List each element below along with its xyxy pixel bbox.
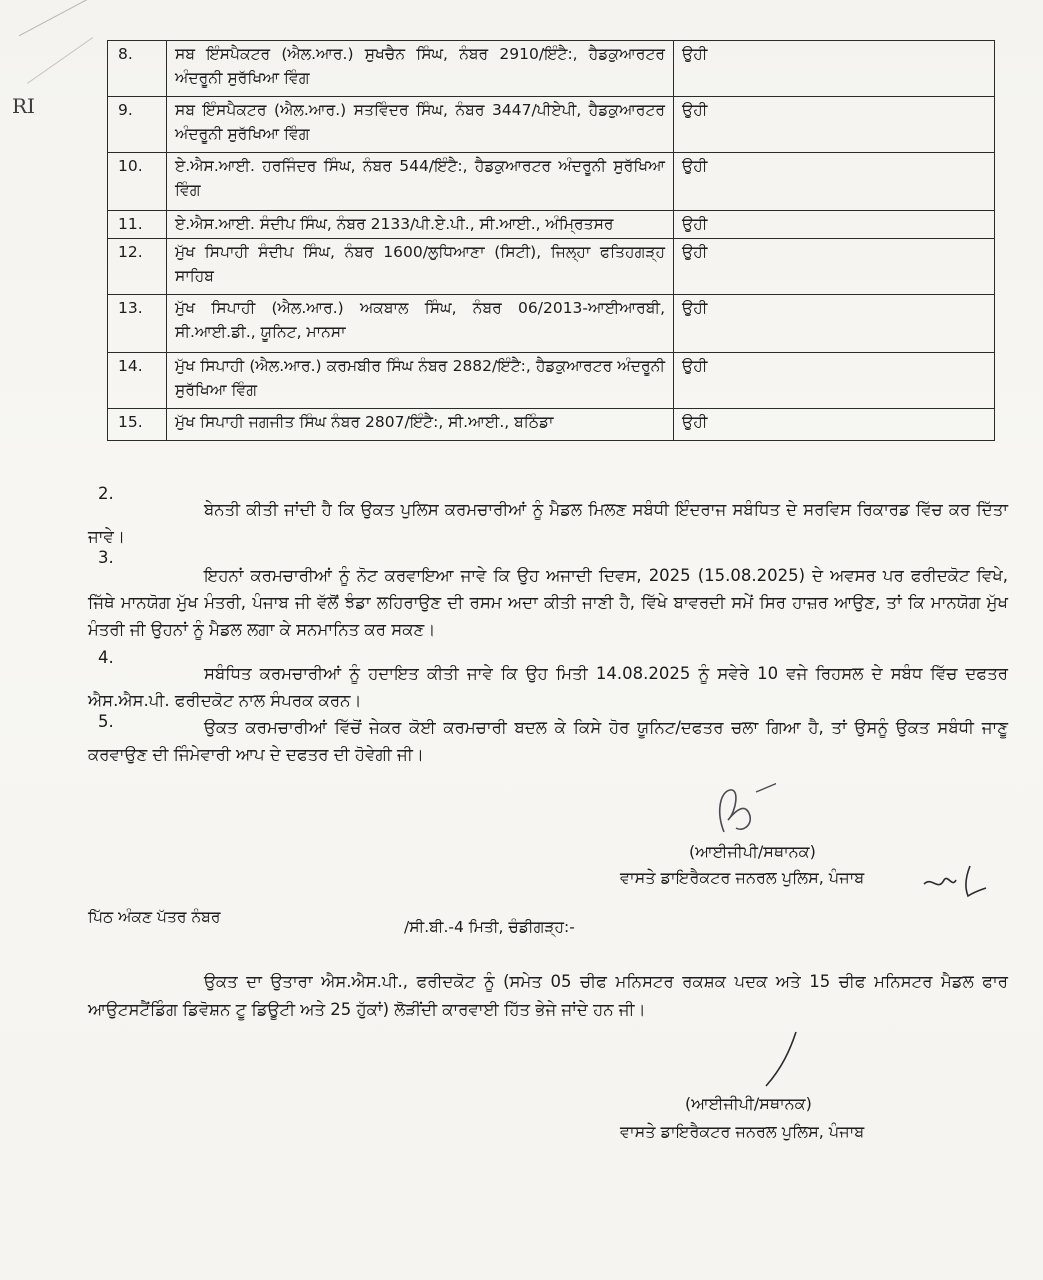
paragraph-number: 3. <box>98 548 114 567</box>
row-status: ਉਹੀ <box>674 409 995 441</box>
endorsement-label: ਪਿੱਠ ਅੰਕਣ ਪੱਤਰ ਨੰਬਰ <box>88 908 221 926</box>
endorsement-text: ਉਕਤ ਦਾ ਉਤਾਰਾ ਐਸ.ਐਸ.ਪੀ., ਫਰੀਦਕੋਟ ਨੂੰ (ਸਮੇਤ 05 ਚੀਫ ਮਨਿਸਟਰ ਰਕਸ਼ਕ ਪਦਕ ਅਤੇ 15 ਚੀਫ ਮਨਿਸਟਰ ਮੈਡਲ ਫਾਰ ਆਉਟਸਟੈਂਡਿੰਗ ਡਿਵੋਸ਼ਨ ਟੂ ਡਿਊਟੀ ਅਤੇ 25 ਹੁੱਕਾਂ) ਲੋੜੀਂਦੀ ਕਾਰਵਾਈ ਹਿੱਤ ਭੇਜੇ ਜਾਂਦੇ ਹਨ ਜੀ। <box>88 972 1008 1019</box>
paragraph-number: 4. <box>98 648 114 667</box>
table-row <box>108 41 995 97</box>
row-status: ਉਹੀ <box>674 97 995 153</box>
row-number: 14. <box>108 353 167 409</box>
paragraph-number: 2. <box>98 484 114 503</box>
row-number: 12. <box>108 239 167 295</box>
table-row <box>108 409 995 441</box>
row-description: ਮੁੱਖ ਸਿਪਾਹੀ ਸੰਦੀਪ ਸਿੰਘ, ਨੰਬਰ 1600/ਲੁਧਿਆਣਾ (ਸਿਟੀ), ਜਿਲ੍ਹਾ ਫਤਿਹਗੜ੍ਹ ਸਾਹਿਬ <box>167 239 674 295</box>
personnel-table <box>107 40 995 441</box>
row-description: ਸਬ ਇੰਸਪੈਕਟਰ (ਐਲ.ਆਰ.) ਸਤਵਿੰਦਰ ਸਿੰਘ, ਨੰਬਰ 3447/ਪੀਏਪੀ, ਹੈਡਕੁਆਰਟਰ ਅੰਦਰੂਨੀ ਸੁਰੱਖਿਆ ਵਿੰਗ <box>167 97 674 153</box>
row-status: ਉਹੀ <box>674 153 995 211</box>
row-status: ਉਹੀ <box>674 211 995 239</box>
endorsement-reference: /ਸੀ.ਬੀ.-4 ਮਿਤੀ, ਚੰਡੀਗੜ੍ਹ:- <box>404 918 575 936</box>
row-status: ਉਹੀ <box>674 295 995 353</box>
signatory-office: ਵਾਸਤੇ ਡਾਇਰੈਕਟਰ ਜਨਰਲ ਪੁਲਿਸ, ਪੰਜਾਬ <box>620 868 865 887</box>
signature-stroke <box>760 1030 800 1090</box>
paragraph-text: ਸਬੰਧਿਤ ਕਰਮਚਾਰੀਆਂ ਨੂੰ ਹਦਾਇਤ ਕੀਤੀ ਜਾਵੇ ਕਿ ਉਹ ਮਿਤੀ 14.08.2025 ਨੂੰ ਸਵੇਰੇ 10 ਵਜੇ ਰਿਹਸਲ ਦੇ ਸਬੰਧ ਵਿੱਚ ਦਫਤਰ ਐਸ.ਐਸ.ਪੀ. ਫਰੀਦਕੋਟ ਨਾਲ ਸੰਪਰਕ ਕਰਨ। <box>88 664 1008 710</box>
row-number: 11. <box>108 211 167 239</box>
row-description: ਏ.ਐਸ.ਆਈ. ਹਰਜਿੰਦਰ ਸਿੰਘ, ਨੰਬਰ 544/ਇੰਟੈ:, ਹੈਡਕੁਆਰਟਰ ਅੰਦਰੂਨੀ ਸੁਰੱਖਿਆ ਵਿੰਗ <box>167 153 674 211</box>
paragraph <box>88 714 1008 768</box>
row-description: ਮੁੱਖ ਸਿਪਾਹੀ ਜਗਜੀਤ ਸਿੰਘ ਨੰਬਰ 2807/ਇੰਟੈ:, ਸੀ.ਆਈ., ਬਠਿੰਡਾ <box>167 409 674 441</box>
signatory-office: ਵਾਸਤੇ ਡਾਇਰੈਕਟਰ ਜਨਰਲ ਪੁਲਿਸ, ਪੰਜਾਬ <box>620 1122 865 1141</box>
row-number: 9. <box>108 97 167 153</box>
table-row <box>108 153 995 211</box>
edge-text: RI <box>12 94 35 118</box>
paragraph-text: ਇਹਨਾਂ ਕਰਮਚਾਰੀਆਂ ਨੂੰ ਨੋਟ ਕਰਵਾਇਆ ਜਾਵੇ ਕਿ ਉਹ ਅਜਾਦੀ ਦਿਵਸ, 2025 (15.08.2025) ਦੇ ਅਵਸਰ ਪਰ ਫਰੀਦਕੋਟ ਵਿਖੇ, ਜਿੱਥੇ ਮਾਨਯੋਗ ਮੁੱਖ ਮੰਤਰੀ, ਪੰਜਾਬ ਜੀ ਵੱਲੋਂ ਝੰਡਾ ਲਹਿਰਾਉਣ ਦੀ ਰਸਮ ਅਦਾ ਕੀਤੀ ਜਾਣੀ ਹੈ, ਵਿੱਖੇ ਬਾਵਰਦੀ ਸਮੇਂ ਸਿਰ ਹਾਜ਼ਰ ਆਉਣ, ਤਾਂ ਕਿ ਮਾਨਯੋਗ ਮੁੱਖ ਮੰਤਰੀ ਜੀ ਉਹਨਾਂ ਨੂੰ ਮੈਡਲ ਲਗਾ ਕੇ ਸਨਮਾਨਿਤ ਕਰ ਸਕਣ। <box>88 566 1008 639</box>
paragraph-number: 5. <box>98 712 114 731</box>
paragraph <box>88 496 1008 550</box>
table-row <box>108 97 995 153</box>
row-number: 8. <box>108 41 167 97</box>
paragraph <box>88 562 1008 643</box>
signatory-designation: (ਆਈਜੀਪੀ/ਸਥਾਨਕ) <box>689 842 816 861</box>
row-description: ਏ.ਐਸ.ਆਈ. ਸੰਦੀਪ ਸਿੰਘ, ਨੰਬਰ 2133/ਪੀ.ਏ.ਪੀ., ਸੀ.ਆਈ., ਅੰਮ੍ਰਿਤਸਰ <box>167 211 674 239</box>
paper-fold-line <box>27 37 93 84</box>
row-number: 10. <box>108 153 167 211</box>
endorsement-paragraph <box>88 968 1008 1024</box>
row-status: ਉਹੀ <box>674 353 995 409</box>
signatory-designation: (ਆਈਜੀਪੀ/ਸਥਾਨਕ) <box>685 1094 812 1113</box>
paragraph-text: ਬੇਨਤੀ ਕੀਤੀ ਜਾਂਦੀ ਹੈ ਕਿ ਉਕਤ ਪੁਲਿਸ ਕਰਮਚਾਰੀਆਂ ਨੂੰ ਮੈਡਲ ਮਿਲਣ ਸਬੰਧੀ ਇੰਦਰਾਜ ਸਬੰਧਿਤ ਦੇ ਸਰਵਿਸ ਰਿਕਾਰਡ ਵਿੱਚ ਕਰ ਦਿੱਤਾ ਜਾਵੇ। <box>88 500 1008 546</box>
row-description: ਸਬ ਇੰਸਪੈਕਟਰ (ਐਲ.ਆਰ.) ਸੁਖਚੈਨ ਸਿੰਘ, ਨੰਬਰ 2910/ਇੰਟੈ:, ਹੈਡਕੁਆਰਟਰ ਅੰਦਰੂਨੀ ਸੁਰੱਖਿਆ ਵਿੰਗ <box>167 41 674 97</box>
paragraph <box>88 660 1008 714</box>
paragraph-text: ਉਕਤ ਕਰਮਚਾਰੀਆਂ ਵਿੱਚੋਂ ਜੇਕਰ ਕੋਈ ਕਰਮਚਾਰੀ ਬਦਲ ਕੇ ਕਿਸੇ ਹੋਰ ਯੂਨਿਟ/ਦਫਤਰ ਚਲਾ ਗਿਆ ਹੈ, ਤਾਂ ਉਸਨੂੰ ਉਕਤ ਸਬੰਧੀ ਜਾਣੂ ਕਰਵਾਉਣ ਦੀ ਜਿੰਮੇਵਾਰੀ ਆਪ ਦੇ ਦਫਤਰ ਦੀ ਹੋਵੇਗੀ ਜੀ। <box>88 718 1008 764</box>
signature-mark <box>706 772 776 842</box>
row-description: ਮੁੱਖ ਸਿਪਾਹੀ (ਐਲ.ਆਰ.) ਕਰਮਬੀਰ ਸਿੰਘ ਨੰਬਰ 2882/ਇੰਟੈ:, ਹੈਡਕੁਆਰਟਰ ਅੰਦਰੂਨੀ ਸੁਰੱਖਿਆ ਵਿੰਗ <box>167 353 674 409</box>
row-number: 15. <box>108 409 167 441</box>
paper-fold-line <box>0 0 90 36</box>
table-row <box>108 211 995 239</box>
row-status: ਉਹੀ <box>674 239 995 295</box>
row-status: ਉਹੀ <box>674 41 995 97</box>
row-description: ਮੁੱਖ ਸਿਪਾਹੀ (ਐਲ.ਆਰ.) ਅਕਬਾਲ ਸਿੰਘ, ਨੰਬਰ 06/2013-ਆਈਆਰਬੀ, ਸੀ.ਆਈ.ਡੀ., ਯੂਨਿਟ, ਮਾਨਸਾ <box>167 295 674 353</box>
row-number: 13. <box>108 295 167 353</box>
table-row <box>108 295 995 353</box>
initials-mark <box>922 862 992 902</box>
table-row <box>108 353 995 409</box>
table-row <box>108 239 995 295</box>
